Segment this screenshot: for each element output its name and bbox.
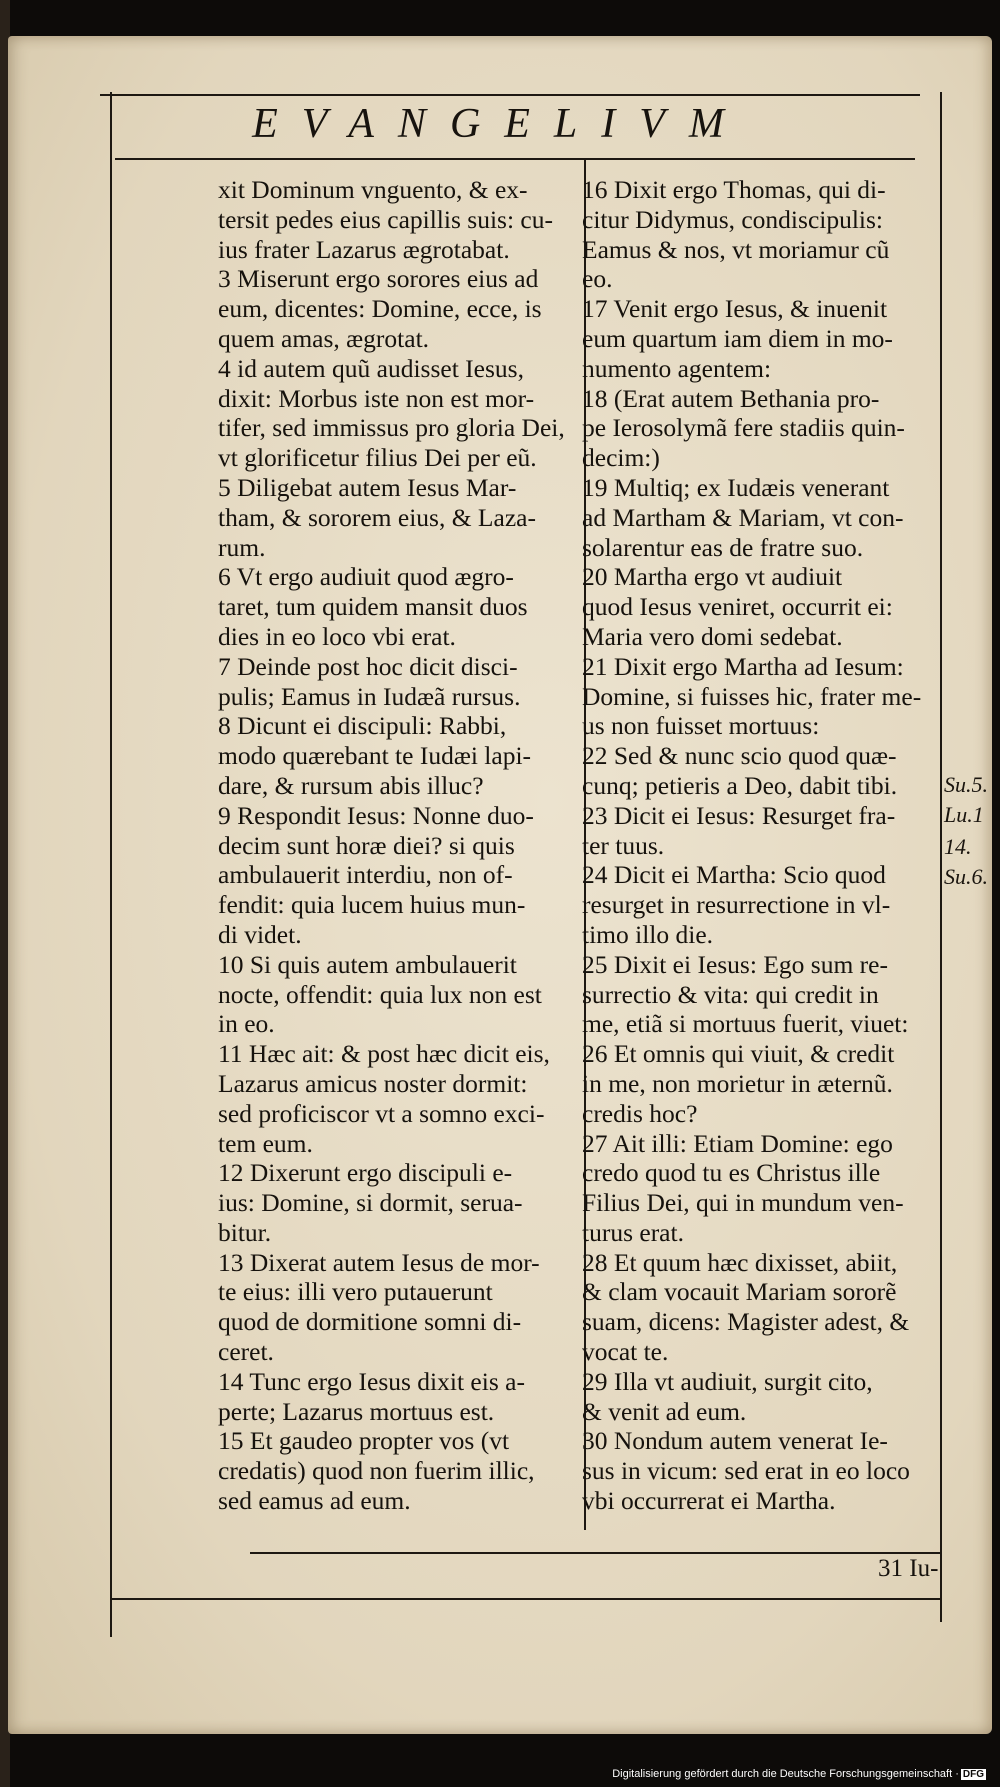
text-line: di videt. bbox=[218, 919, 302, 949]
text-line: tham, & sororem eius, & Laza- bbox=[218, 502, 536, 532]
frame-right-line bbox=[940, 92, 942, 1622]
text-line: taret, tum quidem mansit duos bbox=[218, 592, 528, 622]
text-line: decim sunt horæ diei? si quis bbox=[218, 830, 515, 860]
text-line: me, etiã si mortuus fuerit, viuet: bbox=[582, 1009, 909, 1039]
text-line: xit Dominum vnguento, & ex- bbox=[218, 175, 528, 204]
text-line: turus erat. bbox=[582, 1217, 684, 1247]
text-line: credis hoc? bbox=[582, 1098, 698, 1128]
text-line: surrectio & vita: qui credit in bbox=[582, 979, 879, 1009]
text-line: Eamus & nos, vt moriamur cũ bbox=[582, 234, 890, 264]
text-line: 13 Dixerat autem Iesus de mor- bbox=[218, 1247, 540, 1277]
text-line: in me, non morietur in æternũ. bbox=[582, 1068, 893, 1098]
text-line: eum quartum iam diem in mo- bbox=[582, 323, 893, 353]
text-line: ius: Domine, si dormit, serua- bbox=[218, 1188, 523, 1218]
text-line: 16 Dixit ergo Thomas, qui di- bbox=[582, 175, 886, 204]
text-line: suam, dicens: Magister adest, & bbox=[582, 1307, 910, 1337]
text-line: dare, & rursum abis illuc? bbox=[218, 770, 484, 800]
text-line: te eius: illi vero putauerunt bbox=[218, 1277, 493, 1307]
text-line: tersit pedes eius capillis suis: cu- bbox=[218, 204, 553, 234]
text-line: fendit: quia lucem huius mun- bbox=[218, 890, 526, 920]
margin-note: Lu.1 bbox=[944, 802, 984, 827]
text-line: 8 Dicunt ei discipuli: Rabbi, bbox=[218, 711, 507, 741]
text-line: & clam vocauit Mariam sororẽ bbox=[582, 1277, 897, 1307]
text-line: 7 Deinde post hoc dicit disci- bbox=[218, 651, 518, 681]
catchword: 31 Iu- bbox=[878, 1555, 939, 1582]
footer-rule-lower bbox=[110, 1598, 940, 1600]
text-line: 25 Dixit ei Iesus: Ego sum re- bbox=[582, 949, 888, 979]
text-line: 4 id autem quũ audisset Iesus, bbox=[218, 353, 524, 383]
text-line: us non fuisset mortuus: bbox=[582, 711, 820, 741]
text-line: Lazarus amicus noster dormit: bbox=[218, 1068, 528, 1098]
text-line: solarentur eas de fratre suo. bbox=[582, 532, 864, 562]
text-line: ter tuus. bbox=[582, 830, 665, 860]
text-line: 20 Martha ergo vt audiuit bbox=[582, 562, 843, 592]
text-line: numento agentem: bbox=[582, 353, 772, 383]
text-line: 19 Multiq; ex Iudæis venerant bbox=[582, 472, 890, 502]
text-line: eum, dicentes: Domine, ecce, is bbox=[218, 294, 542, 324]
text-line: 22 Sed & nunc scio quod quæ- bbox=[582, 741, 897, 771]
text-line: sus in vicum: sed erat in eo loco bbox=[582, 1456, 910, 1486]
text-line: vbi occurrerat ei Martha. bbox=[582, 1486, 836, 1516]
text-line: tifer, sed immissus pro gloria Dei, bbox=[218, 413, 565, 443]
margin-note: 14. bbox=[944, 834, 972, 859]
frame-left-line bbox=[110, 92, 112, 1637]
text-line: sed eamus ad eum. bbox=[218, 1486, 411, 1516]
text-line: bitur. bbox=[218, 1217, 272, 1247]
margin-note: Su.5. bbox=[944, 772, 988, 797]
text-line: modo quærebant te Iudæi lapi- bbox=[218, 741, 532, 771]
text-line: 27 Ait illi: Etiam Domine: ego bbox=[582, 1128, 893, 1158]
header-rule-bottom bbox=[115, 158, 915, 160]
text-line: 26 Et omnis qui viuit, & credit bbox=[582, 1039, 895, 1069]
text-line: Filius Dei, qui in mundum ven- bbox=[582, 1188, 904, 1218]
text-line: decim:) bbox=[582, 443, 660, 473]
text-line: 15 Et gaudeo propter vos (vt bbox=[218, 1426, 510, 1456]
text-line: quod Iesus veniret, occurrit ei: bbox=[582, 592, 893, 622]
text-line: rum. bbox=[218, 532, 266, 562]
text-line: 29 Illa vt audiuit, surgit cito, bbox=[582, 1366, 873, 1396]
footer-text: Digitalisierung gefördert durch die Deutsche Forschungsgemeinschaft · bbox=[612, 1768, 959, 1780]
text-line: 9 Respondit Iesus: Nonne duo- bbox=[218, 800, 534, 830]
text-line: 5 Diligebat autem Iesus Mar- bbox=[218, 472, 517, 502]
text-line: 23 Dicit ei Iesus: Resurget fra- bbox=[582, 800, 896, 830]
text-line: 18 (Erat autem Bethania pro- bbox=[582, 383, 880, 413]
text-line: dixit: Morbus iste non est mor- bbox=[218, 383, 535, 413]
margin-note: Su.6. bbox=[944, 864, 988, 889]
text-line: 14 Tunc ergo Iesus dixit eis a- bbox=[218, 1366, 525, 1396]
text-line: in eo. bbox=[218, 1009, 275, 1039]
text-line: vocat te. bbox=[582, 1337, 669, 1367]
text-line: 11 Hæc ait: & post hæc dicit eis, bbox=[218, 1039, 550, 1069]
text-line: pulis; Eamus in Iudæã rursus. bbox=[218, 681, 521, 711]
text-line: 30 Nondum autem venerat Ie- bbox=[582, 1426, 888, 1456]
text-line: citur Didymus, condiscipulis: bbox=[582, 204, 884, 234]
text-line: 28 Et quum hæc dixisset, abiit, bbox=[582, 1247, 898, 1277]
text-line: dies in eo loco vbi erat. bbox=[218, 621, 456, 651]
text-line: quod de dormitione somni di- bbox=[218, 1307, 522, 1337]
text-line: quem amas, ægrotat. bbox=[218, 323, 430, 353]
text-line: cunq; petieris a Deo, dabit tibi. bbox=[582, 770, 898, 800]
text-line: 21 Dixit ergo Martha ad Iesum: bbox=[582, 651, 904, 681]
text-line: credo quod tu es Christus ille bbox=[582, 1158, 881, 1188]
right-text-column bbox=[582, 175, 932, 1516]
text-line: 12 Dixerunt ergo discipuli e- bbox=[218, 1158, 513, 1188]
text-line: eo. bbox=[582, 264, 613, 294]
text-line: tem eum. bbox=[218, 1128, 313, 1158]
dfg-logo: DFG bbox=[962, 1769, 984, 1780]
text-line: ambulauerit interdiu, non of- bbox=[218, 860, 513, 890]
text-line: 24 Dicit ei Martha: Scio quod bbox=[582, 860, 886, 890]
text-line: ius frater Lazarus ægrotabat. bbox=[218, 234, 510, 264]
text-line: & venit ad eum. bbox=[582, 1396, 747, 1426]
text-line: nocte, offendit: quia lux non est bbox=[218, 979, 542, 1009]
header-rule-top bbox=[100, 94, 920, 96]
text-line: ceret. bbox=[218, 1337, 274, 1367]
footer-rule bbox=[250, 1552, 940, 1554]
text-line: Domine, si fuisses hic, frater me- bbox=[582, 681, 922, 711]
text-line: sed proficiscor vt a somno exci- bbox=[218, 1098, 545, 1128]
text-line: resurget in resurrectione in vl- bbox=[582, 890, 891, 920]
text-line: credatis) quod non fuerim illic, bbox=[218, 1456, 535, 1486]
text-line: vt glorificetur filius Dei per eũ. bbox=[218, 443, 537, 473]
text-line: Maria vero domi sedebat. bbox=[582, 621, 843, 651]
text-line: timo illo die. bbox=[582, 919, 714, 949]
text-line: pe Ierosolymã fere stadiis quin- bbox=[582, 413, 905, 443]
left-text-column bbox=[218, 175, 588, 1516]
text-line: perte; Lazarus mortuus est. bbox=[218, 1396, 495, 1426]
text-line: 3 Miserunt ergo sorores eius ad bbox=[218, 264, 539, 294]
text-line: 10 Si quis autem ambulauerit bbox=[218, 949, 517, 979]
text-line: 17 Venit ergo Iesus, & inuenit bbox=[582, 294, 888, 324]
digitization-footer bbox=[612, 1768, 986, 1780]
text-line: 6 Vt ergo audiuit quod ægro- bbox=[218, 562, 514, 592]
running-head-title: EVANGELIVM bbox=[252, 101, 748, 147]
text-line: ad Martham & Mariam, vt con- bbox=[582, 502, 904, 532]
